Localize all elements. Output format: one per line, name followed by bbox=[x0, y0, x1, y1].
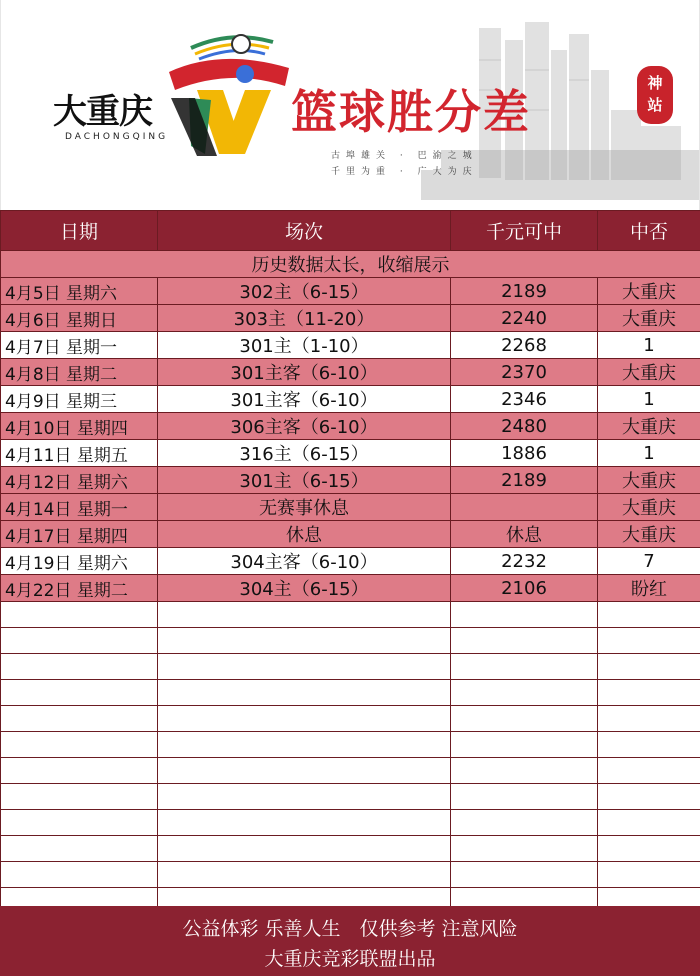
empty-cell bbox=[1, 784, 158, 810]
table-row bbox=[1, 521, 700, 548]
cell-result: 1 bbox=[598, 386, 700, 413]
empty-cell bbox=[158, 680, 451, 706]
column-header-result: 中否 bbox=[598, 211, 700, 251]
cell-date: 4月6日 星期日 bbox=[1, 305, 158, 332]
empty-cell bbox=[158, 706, 451, 732]
cell-date: 4月12日 星期六 bbox=[1, 467, 158, 494]
empty-table-row bbox=[1, 784, 700, 810]
empty-cell bbox=[451, 706, 598, 732]
empty-table-row bbox=[1, 836, 700, 862]
cell-result: 盼红 bbox=[598, 575, 700, 602]
brand-name-latin: DACHONGQING bbox=[65, 132, 169, 142]
empty-cell bbox=[1, 810, 158, 836]
cell-payout: 2480 bbox=[451, 413, 598, 440]
empty-cell bbox=[158, 628, 451, 654]
empty-cell bbox=[598, 758, 700, 784]
cell-match: 304主客（6-10） bbox=[158, 548, 451, 575]
table-row bbox=[1, 278, 700, 305]
table-header-row bbox=[1, 211, 700, 251]
cell-date: 4月10日 星期四 bbox=[1, 413, 158, 440]
empty-cell bbox=[598, 810, 700, 836]
empty-table-row bbox=[1, 602, 700, 628]
empty-table-row bbox=[1, 628, 700, 654]
cell-result: 大重庆 bbox=[598, 305, 700, 332]
empty-cell bbox=[598, 628, 700, 654]
cell-date: 4月22日 星期二 bbox=[1, 575, 158, 602]
cell-result: 大重庆 bbox=[598, 413, 700, 440]
cell-match: 休息 bbox=[158, 521, 451, 548]
empty-table-row bbox=[1, 810, 700, 836]
column-header-payout: 千元可中 bbox=[451, 211, 598, 251]
cell-payout: 2268 bbox=[451, 332, 598, 359]
cell-date: 4月9日 星期三 bbox=[1, 386, 158, 413]
empty-table-row bbox=[1, 706, 700, 732]
seal-stamp-icon bbox=[637, 66, 673, 124]
empty-cell bbox=[158, 654, 451, 680]
table-row bbox=[1, 359, 700, 386]
empty-cell bbox=[598, 836, 700, 862]
results-table bbox=[0, 210, 700, 914]
empty-table-row bbox=[1, 758, 700, 784]
cell-match: 303主（11-20） bbox=[158, 305, 451, 332]
empty-cell bbox=[1, 680, 158, 706]
empty-cell bbox=[1, 732, 158, 758]
empty-table-row bbox=[1, 862, 700, 888]
column-header-match: 场次 bbox=[158, 211, 451, 251]
cell-payout: 休息 bbox=[451, 521, 598, 548]
cell-match: 302主（6-15） bbox=[158, 278, 451, 305]
footer-producer: 大重庆竞彩联盟出品 bbox=[264, 948, 436, 970]
cell-result: 大重庆 bbox=[598, 359, 700, 386]
cell-date: 4月11日 星期五 bbox=[1, 440, 158, 467]
collapsed-history-note: 历史数据太长，收缩展示 bbox=[1, 251, 700, 278]
empty-cell bbox=[158, 836, 451, 862]
cell-payout: 2240 bbox=[451, 305, 598, 332]
slogan-line-2: 千里为重 · 广大为庆 bbox=[331, 167, 478, 177]
cell-date: 4月17日 星期四 bbox=[1, 521, 158, 548]
cell-payout: 2232 bbox=[451, 548, 598, 575]
seal-text: 神站 bbox=[647, 74, 663, 114]
empty-cell bbox=[158, 784, 451, 810]
cell-match: 301主（6-15） bbox=[158, 467, 451, 494]
empty-table-row bbox=[1, 732, 700, 758]
table-row bbox=[1, 548, 700, 575]
cell-result: 大重庆 bbox=[598, 467, 700, 494]
cell-match: 无赛事休息 bbox=[158, 494, 451, 521]
table-row bbox=[1, 305, 700, 332]
cell-date: 4月8日 星期二 bbox=[1, 359, 158, 386]
cell-date: 4月7日 星期一 bbox=[1, 332, 158, 359]
cell-match: 301主客（6-10） bbox=[158, 359, 451, 386]
cell-date: 4月19日 星期六 bbox=[1, 548, 158, 575]
empty-cell bbox=[451, 654, 598, 680]
footer-bar bbox=[0, 906, 700, 976]
empty-cell bbox=[598, 784, 700, 810]
empty-table-row bbox=[1, 654, 700, 680]
empty-cell bbox=[451, 836, 598, 862]
cell-payout: 2106 bbox=[451, 575, 598, 602]
empty-cell bbox=[451, 602, 598, 628]
empty-cell bbox=[598, 602, 700, 628]
empty-cell bbox=[451, 810, 598, 836]
empty-cell bbox=[1, 628, 158, 654]
empty-cell bbox=[158, 602, 451, 628]
empty-cell bbox=[158, 810, 451, 836]
cell-date: 4月14日 星期一 bbox=[1, 494, 158, 521]
cell-match: 301主客（6-10） bbox=[158, 386, 451, 413]
cell-payout: 2189 bbox=[451, 467, 598, 494]
cell-result: 1 bbox=[598, 332, 700, 359]
empty-cell bbox=[158, 758, 451, 784]
empty-table-row bbox=[1, 680, 700, 706]
empty-cell bbox=[1, 706, 158, 732]
cell-payout: 2346 bbox=[451, 386, 598, 413]
empty-cell bbox=[158, 732, 451, 758]
cell-result: 7 bbox=[598, 548, 700, 575]
empty-cell bbox=[598, 654, 700, 680]
empty-cell bbox=[1, 602, 158, 628]
cell-result: 大重庆 bbox=[598, 278, 700, 305]
empty-cell bbox=[451, 862, 598, 888]
footer-disclaimer: 公益体彩 乐善人生 仅供参考 注意风险 bbox=[182, 918, 518, 940]
empty-cell bbox=[451, 732, 598, 758]
page-title: 篮球胜分差 bbox=[291, 85, 531, 139]
table-row bbox=[1, 467, 700, 494]
table-row bbox=[1, 494, 700, 521]
empty-cell bbox=[451, 758, 598, 784]
empty-cell bbox=[158, 862, 451, 888]
cell-payout: 1886 bbox=[451, 440, 598, 467]
brand-name: 大重庆 bbox=[53, 92, 152, 132]
table-row bbox=[1, 413, 700, 440]
table-row bbox=[1, 332, 700, 359]
cell-date: 4月5日 星期六 bbox=[1, 278, 158, 305]
cell-match: 304主（6-15） bbox=[158, 575, 451, 602]
cell-match: 306主客（6-10） bbox=[158, 413, 451, 440]
empty-cell bbox=[1, 836, 158, 862]
brand-logo-icon bbox=[161, 28, 301, 160]
table-row bbox=[1, 440, 700, 467]
cell-result: 1 bbox=[598, 440, 700, 467]
cell-result: 大重庆 bbox=[598, 494, 700, 521]
table-row bbox=[1, 386, 700, 413]
empty-cell bbox=[451, 680, 598, 706]
empty-cell bbox=[598, 680, 700, 706]
table-row bbox=[1, 575, 700, 602]
cell-match: 301主（1-10） bbox=[158, 332, 451, 359]
empty-cell bbox=[598, 732, 700, 758]
cell-payout bbox=[451, 494, 598, 521]
empty-cell bbox=[598, 862, 700, 888]
empty-cell bbox=[1, 862, 158, 888]
cell-result: 大重庆 bbox=[598, 521, 700, 548]
empty-cell bbox=[1, 654, 158, 680]
cell-match: 316主（6-15） bbox=[158, 440, 451, 467]
slogan-line-1: 古埠雄关 · 巴渝之城 bbox=[331, 151, 478, 161]
header-banner bbox=[0, 0, 700, 210]
empty-cell bbox=[451, 784, 598, 810]
empty-cell bbox=[1, 758, 158, 784]
cell-payout: 2370 bbox=[451, 359, 598, 386]
column-header-date: 日期 bbox=[1, 211, 158, 251]
cell-payout: 2189 bbox=[451, 278, 598, 305]
empty-cell bbox=[598, 706, 700, 732]
collapsed-history-note-row bbox=[1, 251, 700, 278]
empty-cell bbox=[451, 628, 598, 654]
